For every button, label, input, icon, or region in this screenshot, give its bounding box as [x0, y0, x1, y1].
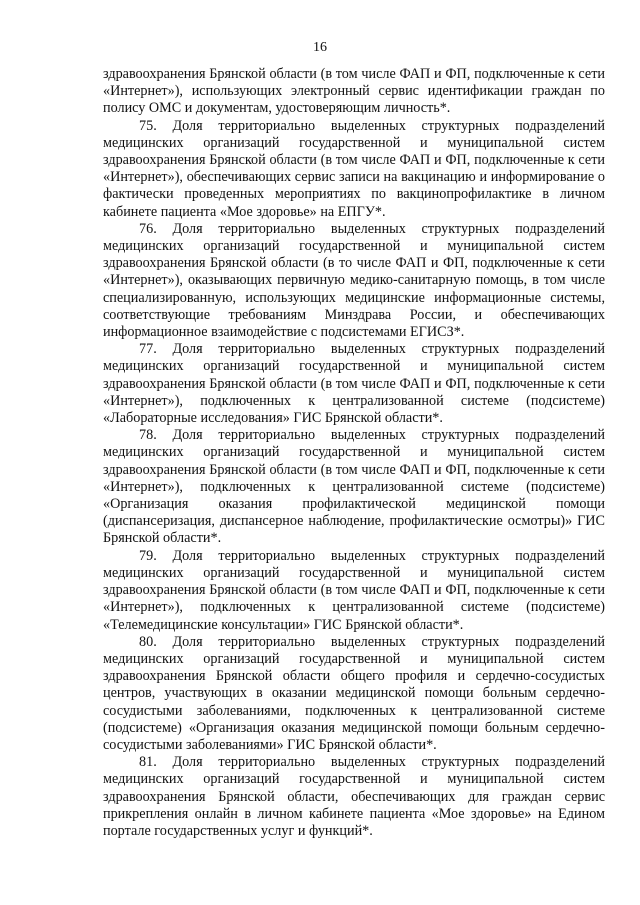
paragraph-item-75: 75. Доля территориально выделенных структурных подразделений медицинских организаций государственной и муниципальной систем здравоохранения Брянской области (в том числе ФАП и ФП, подключенные к сети «Интернет»), обеспечивающих сервис записи на вакцинацию и информирование о фактически проведенных мероприятиях по вакцинопрофилактике в личном кабинете пациента «Мое здоровье» на ЕПГУ*.: [103, 117, 605, 220]
paragraph-item-78: 78. Доля территориально выделенных структурных подразделений медицинских организаций государственной и муниципальной систем здравоохранения Брянской области (в том числе ФАП и ФП, подключенные к сети «Интернет»), подключенных к централизованной системе (подсистеме) «Организация оказания профилактической медицинской помощи (диспансеризация, диспансерное наблюдение, профилактические осмотры)» ГИС Брянской области*.: [103, 427, 605, 547]
page-number: 16: [313, 40, 327, 55]
paragraph-item-77: 77. Доля территориально выделенных структурных подразделений медицинских организаций государственной и муниципальной систем здравоохранения Брянской области (в том числе ФАП и ФП, подключенные к сети «Интернет»), подключенных к централизованной системе (подсистеме) «Лабораторные исследования» ГИС Брянской области*.: [103, 341, 605, 427]
body-text: [103, 66, 605, 840]
paragraph-continuation: здравоохранения Брянской области (в том числе ФАП и ФП, подключенные к сети «Интернет»), использующих электронный сервис идентификации граждан по полису ОМС и документам, удостоверяющим личность*.: [103, 66, 605, 117]
paragraph-item-76: 76. Доля территориально выделенных структурных подразделений медицинских организаций государственной и муниципальной систем здравоохранения Брянской области (в то числе ФАП и ФП, подключенные к сети «Интернет»), оказывающих первичную медико-санитарную помощь, в том числе специализированную, использующих медицинские информационные системы, соответствующие требованиям Минздрава России, и обеспечивающих информационное взаимодействие с подсистемами ЕГИСЗ*.: [103, 220, 605, 341]
paragraph-item-79: 79. Доля территориально выделенных структурных подразделений медицинских организаций государственной и муниципальной систем здравоохранения Брянской области (в том числе ФАП и ФП, подключенные к сети «Интернет»), подключенных к централизованной системе (подсистеме) «Телемедицинские консультации» ГИС Брянской области*.: [103, 547, 605, 633]
paragraph-item-81: 81. Доля территориально выделенных структурных подразделений медицинских организаций государственной и муниципальной систем здравоохранения Брянской области, обеспечивающих для граждан сервис прикрепления онлайн в личном кабинете пациента «Мое здоровье» на Едином портале государственных услуг и функций*.: [103, 754, 605, 839]
paragraph-item-80: 80. Доля территориально выделенных структурных подразделений медицинских организаций государственной и муниципальной систем здравоохранения Брянской области общего профиля и сердечно-сосудистых центров, участвующих в оказании медицинской помощи больным сердечно-сосудистыми заболеваниями, подключенных к централизованной системе (подсистеме) «Организация оказания медицинской помощи больным сердечно-сосудистыми заболеваниями» ГИС Брянской области*.: [103, 633, 605, 753]
